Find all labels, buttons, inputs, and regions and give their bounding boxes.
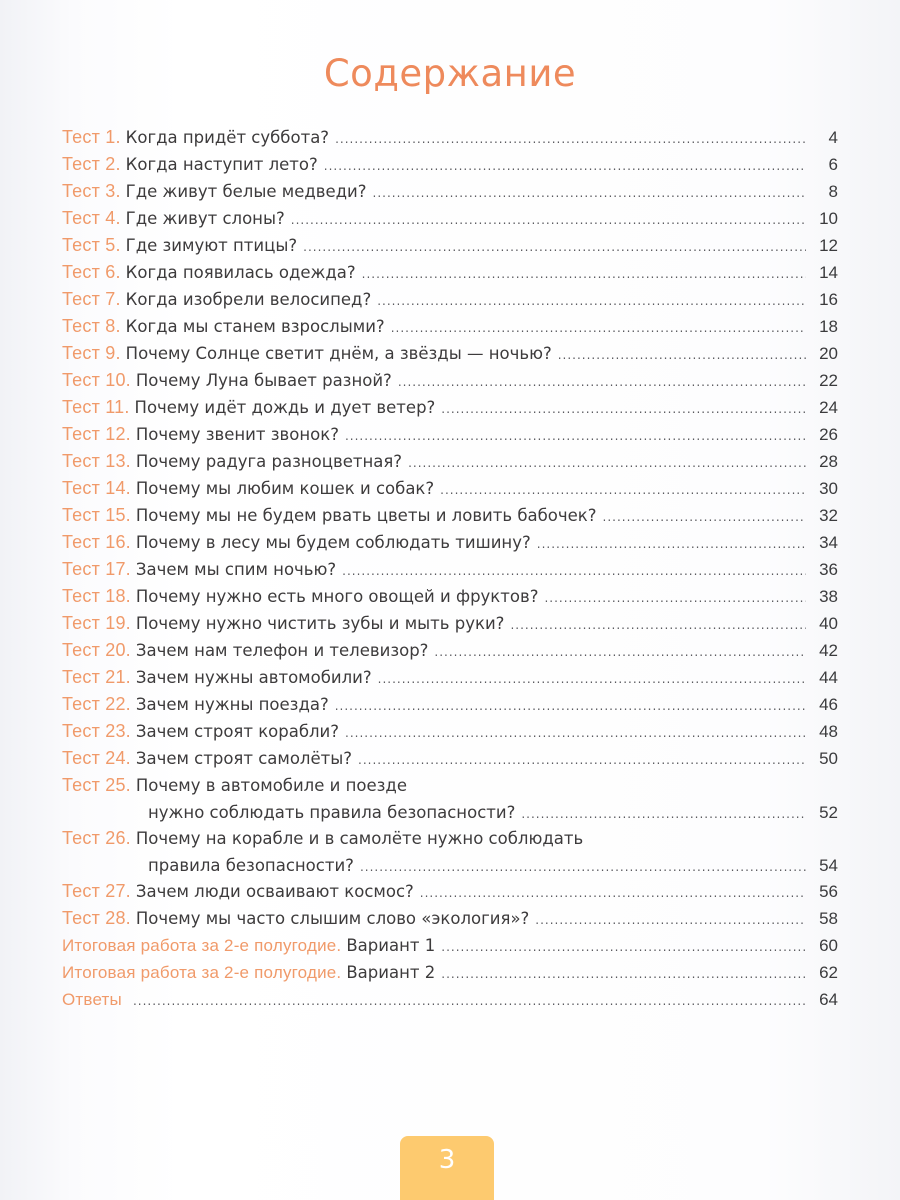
toc-entry[interactable]	[62, 259, 838, 286]
toc-page-number: 20	[819, 344, 838, 363]
toc-label: Тест 7.	[62, 289, 121, 309]
toc-line	[62, 448, 838, 477]
dot-leader	[378, 666, 806, 693]
toc-title: Зачем мы спим ночью?	[135, 560, 337, 579]
dot-leader	[358, 747, 806, 774]
toc-line	[62, 718, 838, 747]
dot-leader	[521, 801, 806, 828]
toc-line	[62, 610, 838, 639]
toc-entry[interactable]	[62, 745, 838, 772]
dot-leader	[342, 558, 806, 585]
toc-line	[62, 691, 838, 720]
toc-entry[interactable]	[62, 772, 838, 825]
toc-line	[62, 556, 838, 585]
toc-entry[interactable]	[62, 932, 838, 959]
toc-page-number: 50	[819, 749, 838, 768]
toc-entry[interactable]	[62, 637, 838, 664]
toc-title: Зачем строят самолёты?	[135, 749, 353, 768]
toc-page-number: 12	[819, 236, 838, 255]
toc-line	[62, 878, 838, 907]
toc-label: Тест 13.	[62, 451, 131, 471]
toc-page-number: 54	[819, 856, 838, 875]
toc-label: Тест 10.	[62, 370, 131, 390]
toc-line	[62, 124, 838, 153]
dot-leader	[603, 504, 806, 531]
toc-label: Тест 6.	[62, 262, 121, 282]
toc-page-number: 8	[828, 182, 838, 201]
dot-leader	[441, 396, 806, 423]
toc-page-number: 46	[819, 695, 838, 714]
dot-leader	[373, 180, 806, 207]
toc-entry[interactable]	[62, 556, 838, 583]
dot-leader	[303, 234, 806, 261]
dot-leader	[391, 315, 806, 342]
page-title: Содержание	[323, 52, 577, 95]
toc-title-continued: правила безопасности?	[148, 856, 354, 875]
toc-label: Тест 27.	[62, 881, 131, 901]
dot-leader	[440, 477, 806, 504]
toc-entry[interactable]	[62, 178, 838, 205]
toc-entry[interactable]	[62, 825, 838, 878]
toc-title: Почему нужно есть много овощей и фруктов?	[135, 587, 539, 606]
toc-label: Тест 24.	[62, 748, 131, 768]
toc-label: Тест 26.	[62, 828, 131, 848]
toc-label: Тест 25.	[62, 775, 131, 795]
toc-title: Почему в автомобиле и поезде	[135, 776, 407, 795]
toc-line	[62, 502, 838, 531]
dot-leader	[535, 907, 806, 934]
toc-label: Итоговая работа за 2-е полугодие.	[62, 936, 342, 955]
toc-label: Тест 14.	[62, 478, 131, 498]
dot-leader	[510, 612, 806, 639]
toc-page-number: 38	[819, 587, 838, 606]
toc-line	[62, 340, 838, 369]
toc-title: Зачем нужны поезда?	[135, 695, 329, 714]
toc-entry[interactable]	[62, 313, 838, 340]
toc-title: Где живут белые медведи?	[125, 182, 367, 201]
toc-page-number: 30	[819, 479, 838, 498]
toc-entry[interactable]	[62, 151, 838, 178]
toc-label: Тест 15.	[62, 505, 131, 525]
toc-label: Тест 1.	[62, 127, 121, 147]
toc-line	[62, 205, 838, 234]
toc-page-number: 36	[819, 560, 838, 579]
toc-title: Почему Солнце светит днём, а звёзды — ночью?	[125, 344, 552, 363]
toc-page-number: 60	[819, 936, 838, 955]
toc-line	[62, 959, 838, 988]
toc-title: Зачем люди осваивают космос?	[135, 882, 414, 901]
toc-label: Тест 12.	[62, 424, 131, 444]
dot-leader	[441, 961, 806, 988]
toc-label: Тест 11.	[62, 397, 130, 417]
toc-entry[interactable]	[62, 124, 838, 151]
toc-page-number: 64	[819, 990, 838, 1009]
toc-line-continued	[62, 852, 838, 881]
toc-page-number: 6	[828, 155, 838, 174]
dot-leader	[544, 585, 806, 612]
toc-page-number: 52	[819, 803, 838, 822]
dot-leader	[408, 450, 806, 477]
toc-page-number: 48	[819, 722, 838, 741]
toc-page-number: 10	[819, 209, 838, 228]
dot-leader	[558, 342, 806, 369]
toc-title: Почему в лесу мы будем соблюдать тишину?	[135, 533, 531, 552]
toc-title: Зачем строят корабли?	[135, 722, 340, 741]
toc-page-number: 42	[819, 641, 838, 660]
toc-title: Зачем нужны автомобили?	[135, 668, 372, 687]
toc-page-number: 22	[819, 371, 838, 390]
toc-entry[interactable]	[62, 394, 838, 421]
dot-leader	[291, 207, 806, 234]
toc-entry[interactable]	[62, 718, 838, 745]
toc-label: Тест 18.	[62, 586, 131, 606]
toc-line	[62, 232, 838, 261]
toc-entry[interactable]	[62, 529, 838, 556]
toc-title: Вариант 1	[346, 936, 436, 955]
toc-page-number: 4	[828, 128, 838, 147]
toc-page-number: 56	[819, 882, 838, 901]
toc-line	[62, 313, 838, 342]
toc-entry[interactable]	[62, 205, 838, 232]
toc-line	[62, 394, 838, 423]
toc-line	[62, 905, 838, 934]
toc-page-number: 32	[819, 506, 838, 525]
dot-leader	[345, 720, 806, 747]
toc-label: Тест 3.	[62, 181, 121, 201]
page-number: 3	[438, 1145, 456, 1175]
toc-page-number: 44	[819, 668, 838, 687]
toc-line	[62, 772, 838, 799]
toc-line	[62, 259, 838, 288]
toc-line	[62, 178, 838, 207]
toc-entry[interactable]	[62, 691, 838, 718]
toc-entry[interactable]	[62, 232, 838, 259]
toc-label: Тест 8.	[62, 316, 121, 336]
toc-entry[interactable]	[62, 340, 838, 367]
toc-line	[62, 932, 838, 961]
dot-leader	[537, 531, 806, 558]
dot-leader	[324, 153, 806, 180]
dot-leader	[133, 988, 806, 1015]
toc-line	[62, 637, 838, 666]
toc-title: Когда изобрели велосипед?	[125, 290, 372, 309]
toc-title: Почему нужно чистить зубы и мыть руки?	[135, 614, 505, 633]
toc-title: Когда наступит лето?	[125, 155, 318, 174]
toc-label: Тест 2.	[62, 154, 121, 174]
toc-entry[interactable]	[62, 448, 838, 475]
toc-line	[62, 421, 838, 450]
toc-title: Когда придёт суббота?	[125, 128, 330, 147]
toc-page-number: 24	[819, 398, 838, 417]
toc-entry[interactable]	[62, 421, 838, 448]
toc-entry[interactable]	[62, 583, 838, 610]
toc-label: Тест 5.	[62, 235, 121, 255]
dot-leader	[335, 126, 806, 153]
toc-page-number: 18	[819, 317, 838, 336]
toc-entry[interactable]	[62, 610, 838, 637]
toc-title: Почему на корабле и в самолёте нужно соблюдать	[135, 829, 584, 848]
toc-entry[interactable]	[62, 502, 838, 529]
toc-entry[interactable]	[62, 959, 838, 986]
toc-title: Почему Луна бывает разной?	[135, 371, 392, 390]
toc-title: Где зимуют птицы?	[125, 236, 298, 255]
toc-page-number: 62	[819, 963, 838, 982]
toc-label: Тест 4.	[62, 208, 121, 228]
toc-page-number: 16	[819, 290, 838, 309]
toc-line-continued	[62, 799, 838, 828]
toc-label: Итоговая работа за 2-е полугодие.	[62, 963, 342, 982]
dot-leader	[441, 934, 806, 961]
toc-label: Ответы	[62, 990, 122, 1009]
dot-leader	[362, 261, 806, 288]
toc-title: Где живут слоны?	[125, 209, 285, 228]
toc-label: Тест 28.	[62, 908, 131, 928]
toc-line	[62, 475, 838, 504]
toc-line	[62, 529, 838, 558]
toc-title: Когда мы станем взрослыми?	[125, 317, 385, 336]
toc-title: Почему идёт дождь и дует ветер?	[134, 398, 436, 417]
toc-label: Тест 19.	[62, 613, 131, 633]
toc-line	[62, 986, 838, 1015]
toc-line	[62, 151, 838, 180]
dot-leader	[360, 854, 806, 881]
toc-entry[interactable]	[62, 905, 838, 932]
toc-line	[62, 583, 838, 612]
toc-entry[interactable]	[62, 878, 838, 905]
toc-page-number: 58	[819, 909, 838, 928]
toc-entry[interactable]	[62, 367, 838, 394]
toc-entry[interactable]	[62, 475, 838, 502]
toc-page-number: 14	[819, 263, 838, 282]
toc-label: Тест 21.	[62, 667, 131, 687]
toc-title: Почему радуга разноцветная?	[135, 452, 403, 471]
dot-leader	[420, 880, 806, 907]
toc-label: Тест 23.	[62, 721, 131, 741]
toc-line	[62, 825, 838, 852]
toc-page-number: 26	[819, 425, 838, 444]
toc-line	[62, 664, 838, 693]
toc-label: Тест 20.	[62, 640, 131, 660]
toc-line	[62, 745, 838, 774]
toc-label: Тест 17.	[62, 559, 131, 579]
page-number-tab	[400, 1136, 494, 1200]
toc-title: Зачем нам телефон и телевизор?	[135, 641, 429, 660]
dot-leader	[398, 369, 806, 396]
toc-title: Вариант 2	[346, 963, 436, 982]
toc-title: Почему мы не будем рвать цветы и ловить бабочек?	[135, 506, 597, 525]
toc-label: Тест 9.	[62, 343, 121, 363]
toc-line	[62, 367, 838, 396]
dot-leader	[345, 423, 806, 450]
toc-entry[interactable]	[62, 664, 838, 691]
toc-page-number: 40	[819, 614, 838, 633]
toc-title: Почему звенит звонок?	[135, 425, 339, 444]
table-of-contents	[62, 124, 838, 1013]
toc-title: Почему мы часто слышим слово «экология»?	[135, 909, 530, 928]
toc-line	[62, 286, 838, 315]
toc-label: Тест 16.	[62, 532, 131, 552]
toc-page-number: 34	[819, 533, 838, 552]
toc-label: Тест 22.	[62, 694, 131, 714]
dot-leader	[377, 288, 806, 315]
toc-entry[interactable]	[62, 986, 838, 1013]
toc-title-continued: нужно соблюдать правила безопасности?	[148, 803, 516, 822]
toc-title: Почему мы любим кошек и собак?	[135, 479, 435, 498]
toc-entry[interactable]	[62, 286, 838, 313]
toc-title: Когда появилась одежда?	[125, 263, 356, 282]
toc-page-number: 28	[819, 452, 838, 471]
dot-leader	[434, 639, 806, 666]
dot-leader	[335, 693, 806, 720]
